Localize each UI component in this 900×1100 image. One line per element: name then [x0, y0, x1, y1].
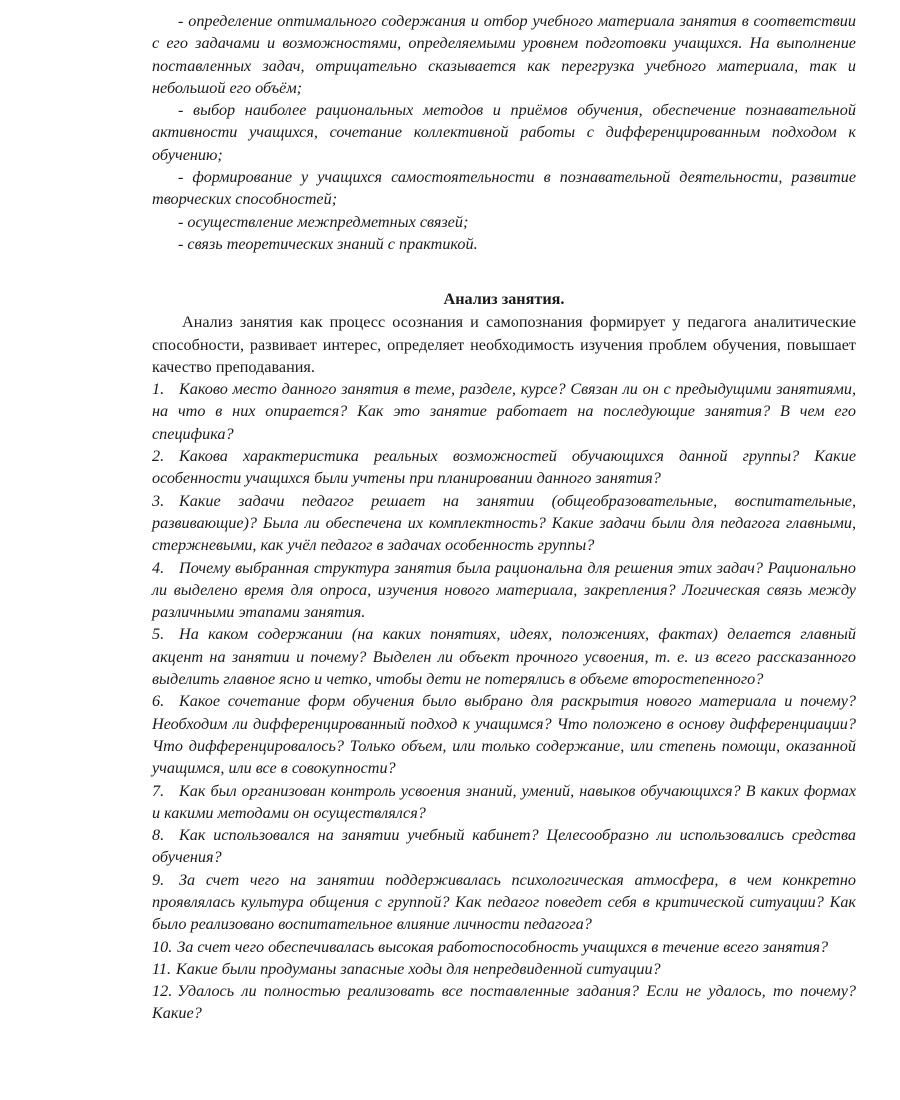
- question-item: [152, 690, 856, 779]
- bullet-item: - выбор наиболее рациональных методов и приёмов обучения, обеспечение познавательной активности учащихся, сочетание коллективной работы с дифференцированным подходом к обучению;: [152, 101, 856, 164]
- question-item: [152, 623, 856, 690]
- question-item: [152, 445, 856, 490]
- question-number: 4.: [152, 558, 165, 577]
- question-text: Каково место данного занятия в теме, разделе, курсе? Связан ли он с предыдущими занятиями, на что в них опирается? Как это занятие работает на последующие занятия? В чем его специфика?: [152, 380, 856, 443]
- question-number: 1.: [152, 380, 165, 399]
- question-list: [152, 378, 856, 1025]
- question-number: 2.: [152, 447, 165, 466]
- question-number: 10.: [152, 937, 173, 956]
- bullet-item: - связь теоретических знаний с практикой.: [178, 234, 478, 253]
- bullet-item: - определение оптимального содержания и отбор учебного материала занятия в соответствии с его задачами и возможностями, определяемыми уровнем подготовки учащихся. На выполнение поставленных задач, отрицательно сказывается как перегрузка учебного материала, так и небольшой его объём;: [152, 12, 856, 97]
- question-text: За счет чего на занятии поддерживалась психологическая атмосфера, в чем конкретно проявлялась культура общения с группой? Как педагог поведет себя в критической ситуации? Как было реализовано воспитательное влияние личности педагога?: [152, 870, 856, 934]
- question-item: [152, 780, 856, 825]
- question-text: Какие задачи педагог решает на занятии (общеобразовательные, воспитательные, развивающие)? Была ли обеспечена их комплектность? Какие задачи были для педагога главными, стержневыми, как учёл педагог в задачах особенность группы?: [152, 491, 856, 555]
- question-number: 6.: [152, 692, 165, 711]
- question-text: На каком содержании (на каких понятиях, идеях, положениях, фактах) делается главный акцент на занятии и почему? Выделен ли объект прочного усвоения, т. е. из всего рассказанного выделить главное ясно и четко, чтобы дети не потерялись в объеме второстепенного?: [152, 625, 856, 689]
- question-text: Какие были продуманы запасные ходы для непредвиденной ситуации?: [176, 959, 661, 978]
- question-item: [152, 980, 856, 1025]
- question-text: За счет чего обеспечивалась высокая работоспособность учащихся в течение всего занятия?: [177, 937, 829, 956]
- section-heading: Анализ занятия.: [443, 290, 565, 309]
- question-number: 7.: [152, 781, 165, 800]
- question-item: [152, 958, 856, 980]
- question-number: 12.: [152, 982, 173, 1001]
- question-text: Удалось ли полностью реализовать все поставленные задания? Если не удалось, то почему? Какие?: [152, 982, 856, 1023]
- bullet-item: - осуществление межпредметных связей;: [178, 212, 469, 231]
- question-item: [152, 869, 856, 936]
- section-intro: Анализ занятия как процесс осознания и самопознания формирует у педагога аналитические способности, развивает интерес, определяет необходимость изучения проблем обучения, повышает качество преподавания.: [152, 313, 856, 376]
- question-text: Какое сочетание форм обучения было выбрано для раскрытия нового материала и почему? Необходим ли дифференцированный подход к учащимся? Что положено в основу дифференциации? Что дифференцировалось? Только объем, или только содержание, или степень помощи, оказанной учащимся, или все в совокупности?: [152, 692, 856, 778]
- question-text: Какова характеристика реальных возможностей обучающихся данной группы? Какие особенности учащихся были учтены при планировании данного занятия?: [152, 447, 856, 488]
- question-number: 3.: [152, 491, 165, 510]
- document-page: [152, 10, 856, 1025]
- question-item: [152, 378, 856, 445]
- bullet-item: - формирование у учащихся самостоятельности в познавательной деятельности, развитие творческих способностей;: [152, 168, 856, 209]
- question-number: 5.: [152, 625, 165, 644]
- question-number: 8.: [152, 826, 165, 845]
- question-number: 11.: [152, 959, 172, 978]
- question-item: [152, 490, 856, 557]
- question-text: Как был организован контроль усвоения знаний, умений, навыков обучающихся? В каких формах и какими методами он осуществлялся?: [152, 781, 856, 822]
- question-number: 9.: [152, 870, 165, 889]
- question-item: [152, 824, 856, 869]
- question-item: [152, 557, 856, 624]
- question-item: [152, 936, 856, 958]
- question-text: Как использовался на занятии учебный кабинет? Целесообразно ли использовались средства обучения?: [152, 826, 856, 867]
- question-text: Почему выбранная структура занятия была рациональна для решения этих задач? Рационально ли выделено время для опроса, изучения нового материала, закрепления? Логическая связь между различными этапами занятия.: [152, 558, 856, 622]
